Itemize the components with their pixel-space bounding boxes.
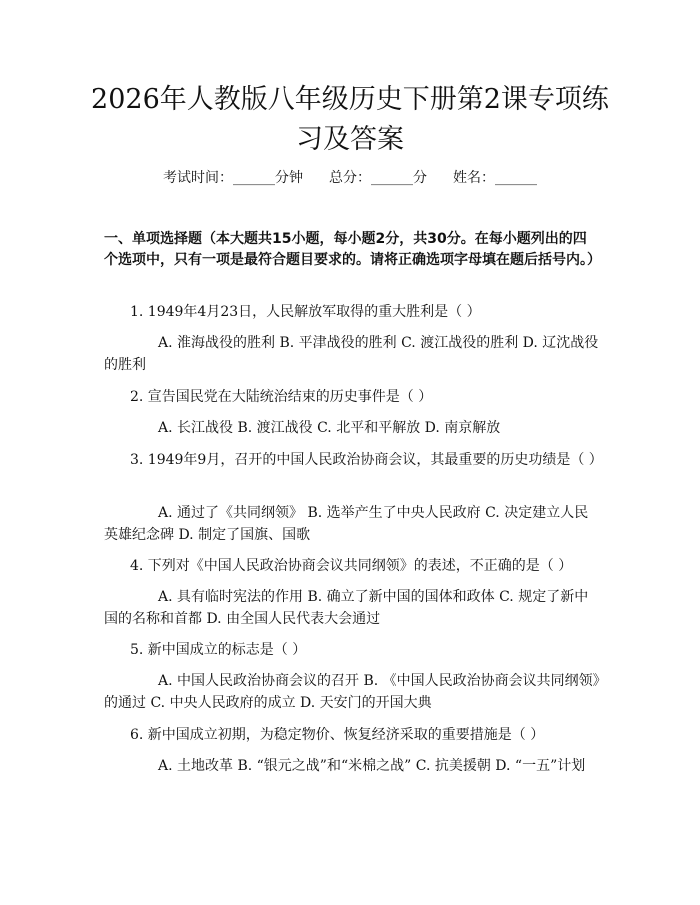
section-heading: 一、单项选择题（本大题共15小题，每小题2分，共30分。在每小题列出的四个选项中，只有一项是最符合题目要求的。请将正确选项字母填在题后括号内。）: [104, 231, 601, 268]
total-score-label: 总分：______分: [329, 170, 427, 186]
document-title: 2026年人教版八年级历史下册第2课专项练习及答案: [91, 84, 609, 155]
exam-info: [0, 168, 700, 188]
question-1-options: A. 淮海战役的胜利 B. 平津战役的胜利 C. 渡江战役的胜利 D. 辽沈战役的胜利: [104, 335, 599, 373]
question-5-stem: 5. 新中国成立的标志是（ ）: [130, 642, 307, 658]
question-2-options: A. 长江战役 B. 渡江战役 C. 北平和平解放 D. 南京解放: [158, 420, 501, 436]
question-5-options: A. 中国人民政治协商会议的召开 B. 《中国人民政治协商会议共同纲领》的通过 C. 中央人民政府的成立 D. 天安门的开国大典: [104, 673, 600, 711]
question-1-stem: 1. 1949年4月23日，人民解放军取得的重大胜利是（ ）: [130, 304, 481, 320]
exam-time-label: 考试时间：______分钟: [163, 170, 303, 186]
question-3-options: A. 通过了《共同纲领》 B. 选举产生了中央人民政府 C. 决定建立人民英雄纪念碑 D. 制定了国旗、国歌: [104, 505, 589, 543]
question-2-stem: 2. 宣告国民党在大陆统治结束的历史事件是（ ）: [130, 389, 433, 405]
question-4-options: A. 具有临时宪法的作用 B. 确立了新中国的国体和政体 C. 规定了新中国的名称和首都 D. 由全国人民代表大会通过: [104, 589, 589, 627]
question-6-stem: 6. 新中国成立初期，为稳定物价、恢复经济采取的重要措施是（ ）: [130, 727, 545, 743]
question-6-options: A. 土地改革 B. “银元之战”和“米棉之战” C. 抗美援朝 D. “一五”计划: [158, 758, 586, 774]
question-4-stem: 4. 下列对《中国人民政治协商会议共同纲领》的表述，不正确的是（ ）: [130, 558, 573, 574]
student-name-label: 姓名：______: [453, 170, 537, 186]
question-3-stem: 3. 1949年9月，召开的中国人民政治协商会议，其最重要的历史功绩是（ ）: [130, 452, 603, 468]
